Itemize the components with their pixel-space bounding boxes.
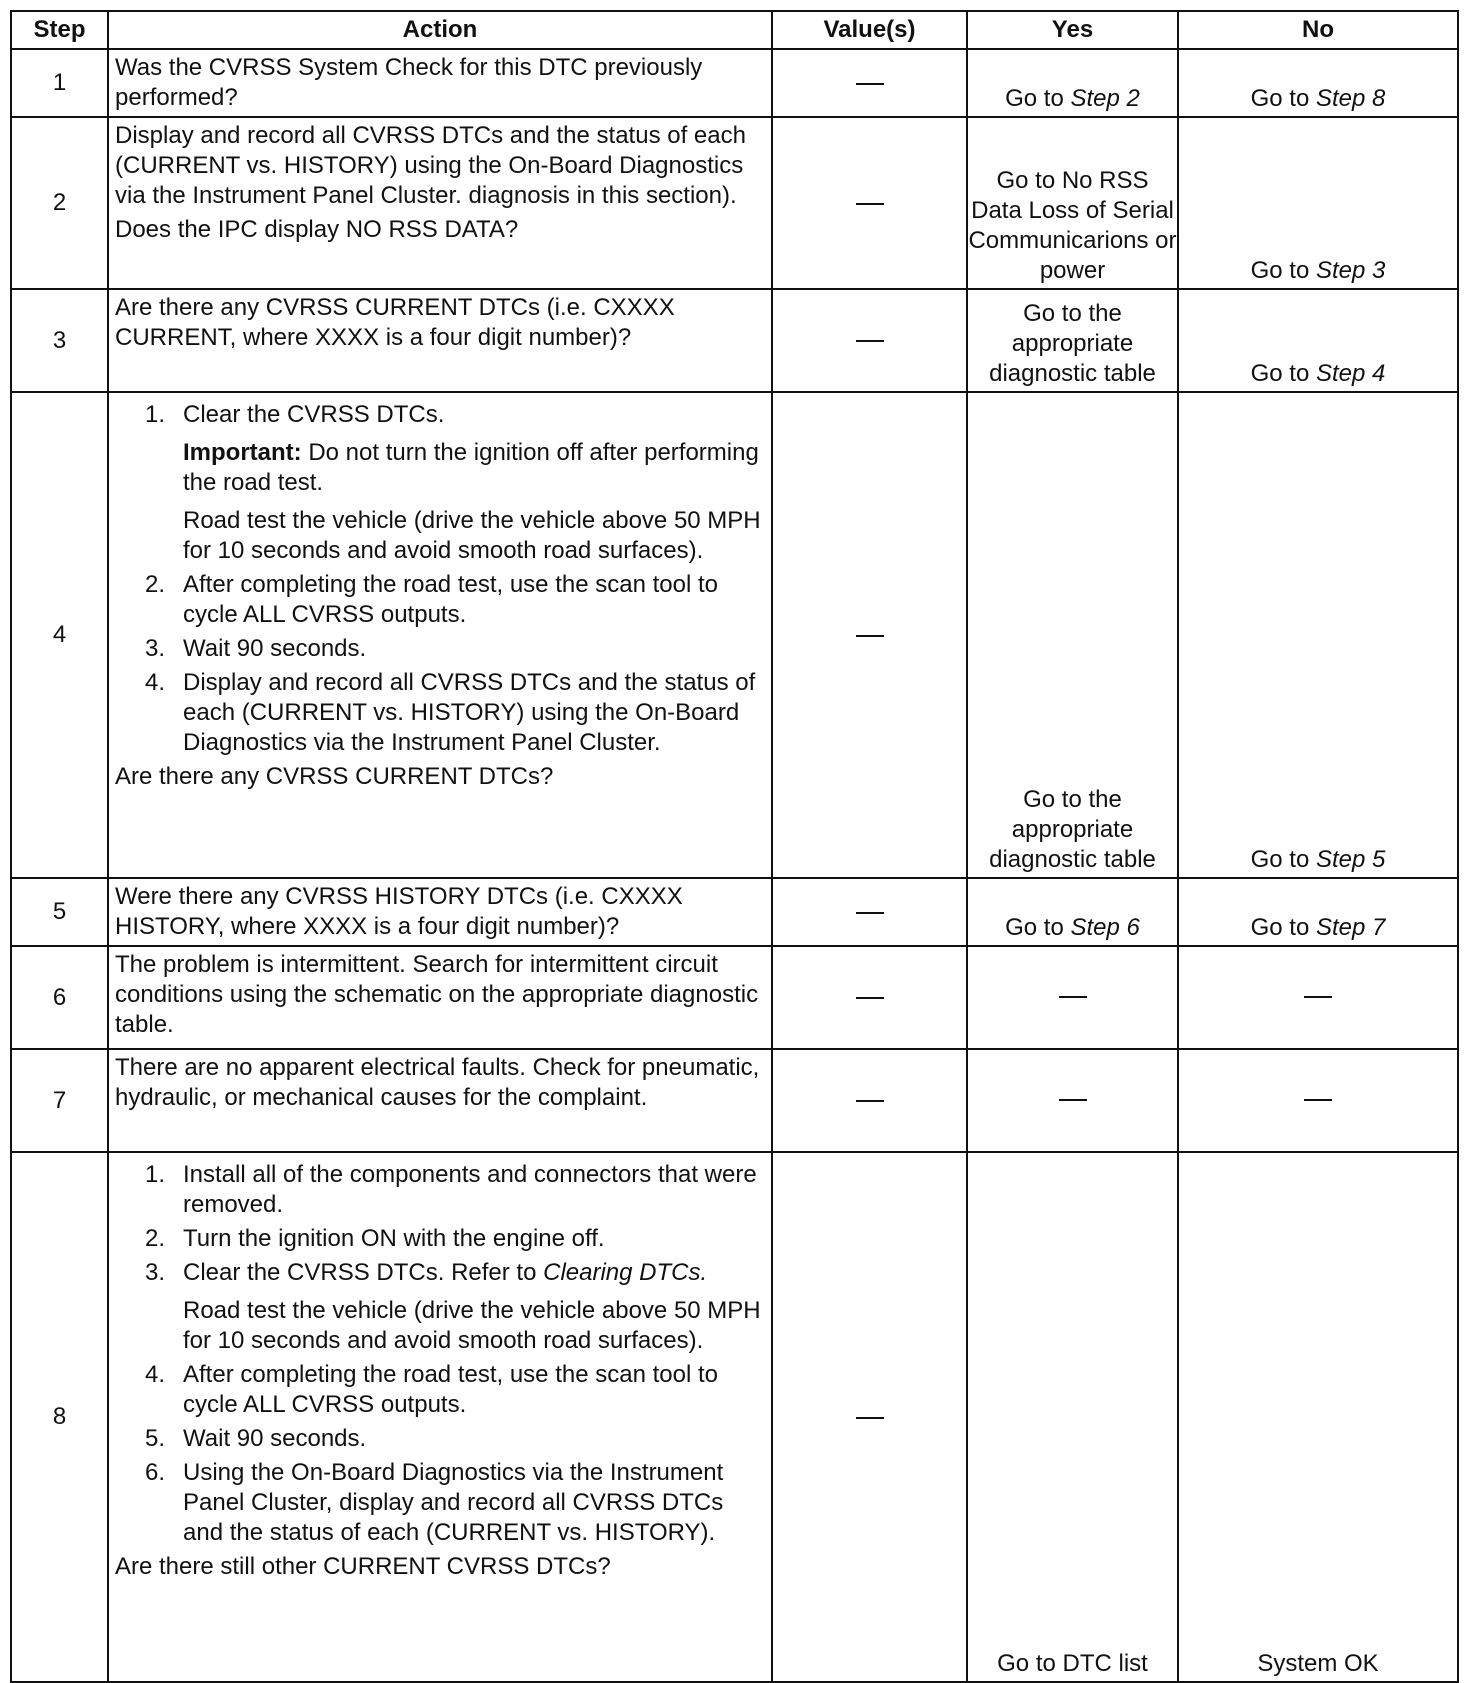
dash-mark [1304,996,1332,998]
table-row [11,289,1458,392]
yes-cell: Go to the appropriate diagnostic table [967,289,1178,392]
value-cell [772,878,967,946]
step-number: 5 [11,878,108,946]
important-note: Important: Do not turn the ignition off after performing the road test. [183,439,759,496]
step-number: 2 [11,117,108,289]
dash-mark [856,1100,884,1102]
list-item: 4. After completing the road test, use the scan tool to cycle ALL CVRSS outputs. [145,1361,718,1418]
list-item: 5. Wait 90 seconds. [145,1425,367,1452]
list-item: 1. Install all of the components and connectors that were removed. [145,1161,757,1218]
table-row [11,1152,1458,1682]
value-cell [772,117,967,289]
yes-cell [967,946,1178,1049]
diagnostic-table [10,10,1459,1683]
action-text: Were there any CVRSS HISTORY DTCs (i.e. CXXXX HISTORY, where XXXX is a four digit number)? [108,878,772,946]
no-cell: Go to Step 7 [1178,878,1458,946]
yes-cell: Go to DTC list [967,1152,1178,1682]
action-text: Was the CVRSS System Check for this DTC previously performed? [108,49,772,117]
list-item: 2. Turn the ignition ON with the engine off. [145,1225,605,1252]
header-row [11,11,1458,49]
no-cell: Go to Step 5 [1178,392,1458,878]
dash-mark [856,635,884,637]
dash-mark [856,1417,884,1419]
header-action: Action [108,11,772,49]
list-item: 4. Display and record all CVRSS DTCs and the status of each (CURRENT vs. HISTORY) using the On-Board Diagnostics via the Instrument Panel Cluster. [145,669,756,756]
list-item: 3. Clear the CVRSS DTCs. Refer to Clearing DTCs. [145,1259,708,1286]
value-cell [772,49,967,117]
list-item: 2. After completing the road test, use the scan tool to cycle ALL CVRSS outputs. [145,571,718,628]
header-values: Value(s) [772,11,967,49]
action-cell [108,392,772,878]
action-cell [108,1152,772,1682]
action-text: There are no apparent electrical faults. Check for pneumatic, hydraulic, or mechanical causes for the complaint. [108,1049,772,1152]
table-row [11,878,1458,946]
value-cell [772,1049,967,1152]
list-item: 6. Using the On-Board Diagnostics via the Instrument Panel Cluster, display and record all CVRSS DTCs and the status of each (CURRENT vs. HISTORY). [145,1459,724,1546]
road-test-note: Road test the vehicle (drive the vehicle above 50 MPH for 10 seconds and avoid smooth road surfaces). [183,507,761,564]
dash-mark [856,340,884,342]
dash-mark [1304,1099,1332,1101]
dash-mark [856,203,884,205]
road-test-note: Road test the vehicle (drive the vehicle above 50 MPH for 10 seconds and avoid smooth road surfaces). [183,1297,761,1354]
value-cell [772,289,967,392]
no-cell [1178,946,1458,1049]
table-row [11,946,1458,1049]
table-row [11,117,1458,289]
step-number: 7 [11,1049,108,1152]
action-cell [108,117,772,289]
action-text: The problem is intermittent. Search for intermittent circuit conditions using the schematic on the appropriate diagnostic table. [108,946,772,1049]
table-row [11,49,1458,117]
value-cell [772,1152,967,1682]
no-cell [1178,1049,1458,1152]
dash-mark [1059,996,1087,998]
step-number: 3 [11,289,108,392]
step-number: 8 [11,1152,108,1682]
yes-cell: Go to No RSS Data Loss of Serial Communicarions or power [967,117,1178,289]
list-item: 1. Clear the CVRSS DTCs. [145,401,445,428]
no-cell: Go to Step 3 [1178,117,1458,289]
yes-cell: Go to the appropriate diagnostic table [967,392,1178,878]
table-row [11,1049,1458,1152]
value-cell [772,946,967,1049]
value-cell [772,392,967,878]
dash-mark [856,83,884,85]
no-cell: System OK [1178,1152,1458,1682]
header-no: No [1178,11,1458,49]
action-text: Are there any CVRSS CURRENT DTCs (i.e. CXXXX CURRENT, where XXXX is a four digit number)? [108,289,772,392]
step-number: 6 [11,946,108,1049]
yes-cell: Go to Step 2 [967,49,1178,117]
no-cell: Go to Step 8 [1178,49,1458,117]
no-cell: Go to Step 4 [1178,289,1458,392]
step-number: 1 [11,49,108,117]
dash-mark [856,912,884,914]
action-text: Display and record all CVRSS DTCs and the status of each (CURRENT vs. HISTORY) using the On-Board Diagnostics via the Instrument Panel Cluster. diagnosis in this section). [115,122,746,209]
action-question: Are there any CVRSS CURRENT DTCs? [115,763,554,790]
header-step: Step [11,11,108,49]
dash-mark [1059,1099,1087,1101]
header-yes: Yes [967,11,1178,49]
dash-mark [856,997,884,999]
yes-cell [967,1049,1178,1152]
yes-cell: Go to Step 6 [967,878,1178,946]
table-row [11,392,1458,878]
action-question: Are there still other CURRENT CVRSS DTCs? [115,1553,611,1580]
action-question: Does the IPC display NO RSS DATA? [115,216,519,243]
step-number: 4 [11,392,108,878]
list-item: 3. Wait 90 seconds. [145,635,367,662]
